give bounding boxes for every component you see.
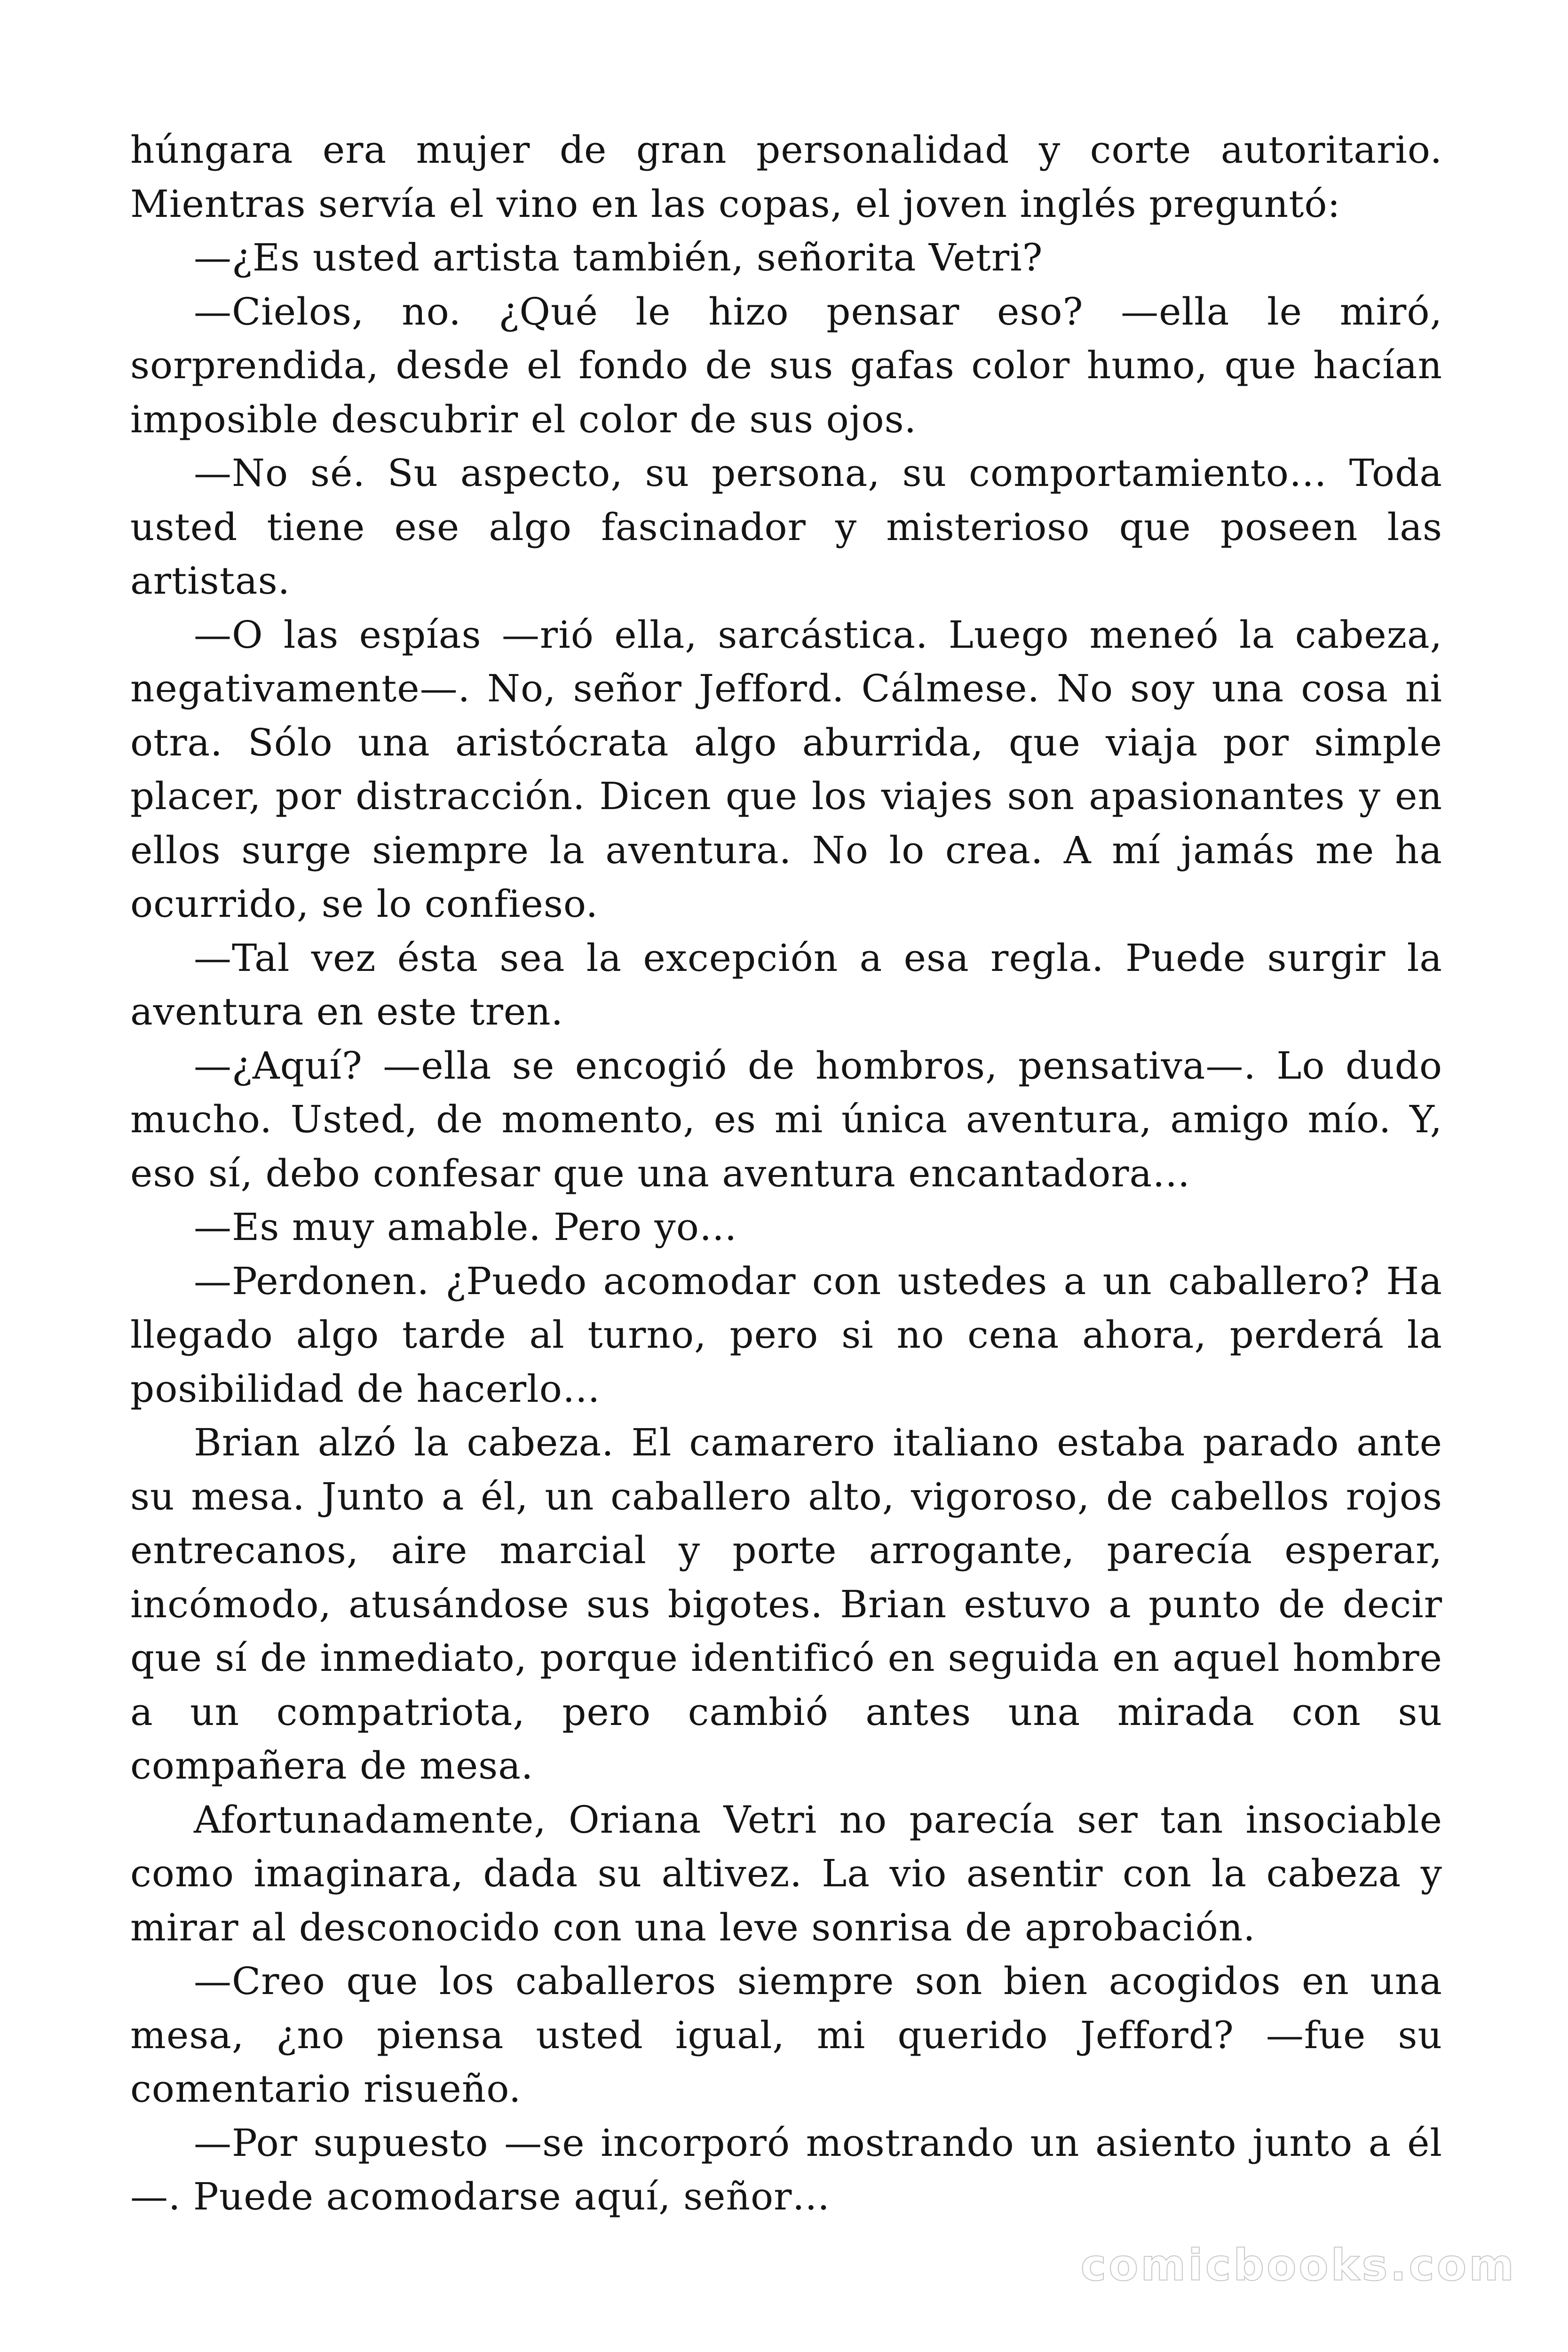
paragraph: —Es muy amable. Pero yo… bbox=[194, 1205, 737, 1249]
paragraph: —O las espías —rió ella, sarcástica. Luego meneó la cabeza, negativamente—. No, señor Jefford. Cálmese. No soy una cosa ni otra. Sólo una aristócrata algo aburrida, que viaja por simple placer, por distracción. Dicen que los viajes son apasionantes y en ellos surge siempre la aventura. No lo crea. A mí jamás me ha ocurrido, se lo confieso. bbox=[130, 612, 1442, 926]
page-text bbox=[130, 123, 1442, 2224]
paragraph: —Creo que los caballeros siempre son bien acogidos en una mesa, ¿no piensa usted igual, mi querido Jefford? —fue su comentario risueño. bbox=[130, 1959, 1442, 2111]
paragraph: —No sé. Su aspecto, su persona, su comportamiento… Toda usted tiene ese algo fascinador y misterioso que poseen las artistas. bbox=[130, 451, 1442, 603]
watermark-logo: comicbooks.com bbox=[1080, 2240, 1516, 2290]
paragraph: Afortunadamente, Oriana Vetri no parecía ser tan insociable como imaginara, dada su altivez. La vio asentir con la cabeza y mirar al desconocido con una leve sonrisa de aprobación. bbox=[130, 1797, 1442, 1949]
paragraph: —¿Aquí? —ella se encogió de hombros, pensativa—. Lo dudo mucho. Usted, de momento, es mi única aventura, amigo mío. Y, eso sí, debo confesar que una aventura encantadora… bbox=[130, 1043, 1442, 1195]
paragraph: —Cielos, no. ¿Qué le hizo pensar eso? —ella le miró, sorprendida, desde el fondo de sus gafas color humo, que hacían imposible descubrir el color de sus ojos. bbox=[130, 289, 1442, 441]
paragraph: —¿Es usted artista también, señorita Vetri? bbox=[194, 236, 1043, 279]
paragraph-continued: húngara era mujer de gran personalidad y corte autoritario. Mientras servía el vino en las copas, el joven inglés preguntó: bbox=[130, 128, 1442, 226]
paragraph: —Tal vez ésta sea la excepción a esa regla. Puede surgir la aventura en este tren. bbox=[130, 936, 1442, 1033]
paragraph: Brian alzó la cabeza. El camarero italiano estaba parado ante su mesa. Junto a él, un caballero alto, vigoroso, de cabellos rojos entrecanos, aire marcial y porte arrogante, parecía esperar, incómodo, atusándose sus bigotes. Brian estuvo a punto de decir que sí de inmediato, porque identificó en seguida en aquel hombre a un compatriota, pero cambió antes una mirada con su compañera de mesa. bbox=[130, 1421, 1442, 1788]
paragraph: —Perdonen. ¿Puedo acomodar con ustedes a un caballero? Ha llegado algo tarde al turno, pero si no cena ahora, perderá la posibilidad de hacerlo… bbox=[130, 1259, 1442, 1411]
paragraph: —Por supuesto —se incorporó mostrando un asiento junto a él —. Puede acomodarse aquí, señor… bbox=[130, 2121, 1442, 2218]
